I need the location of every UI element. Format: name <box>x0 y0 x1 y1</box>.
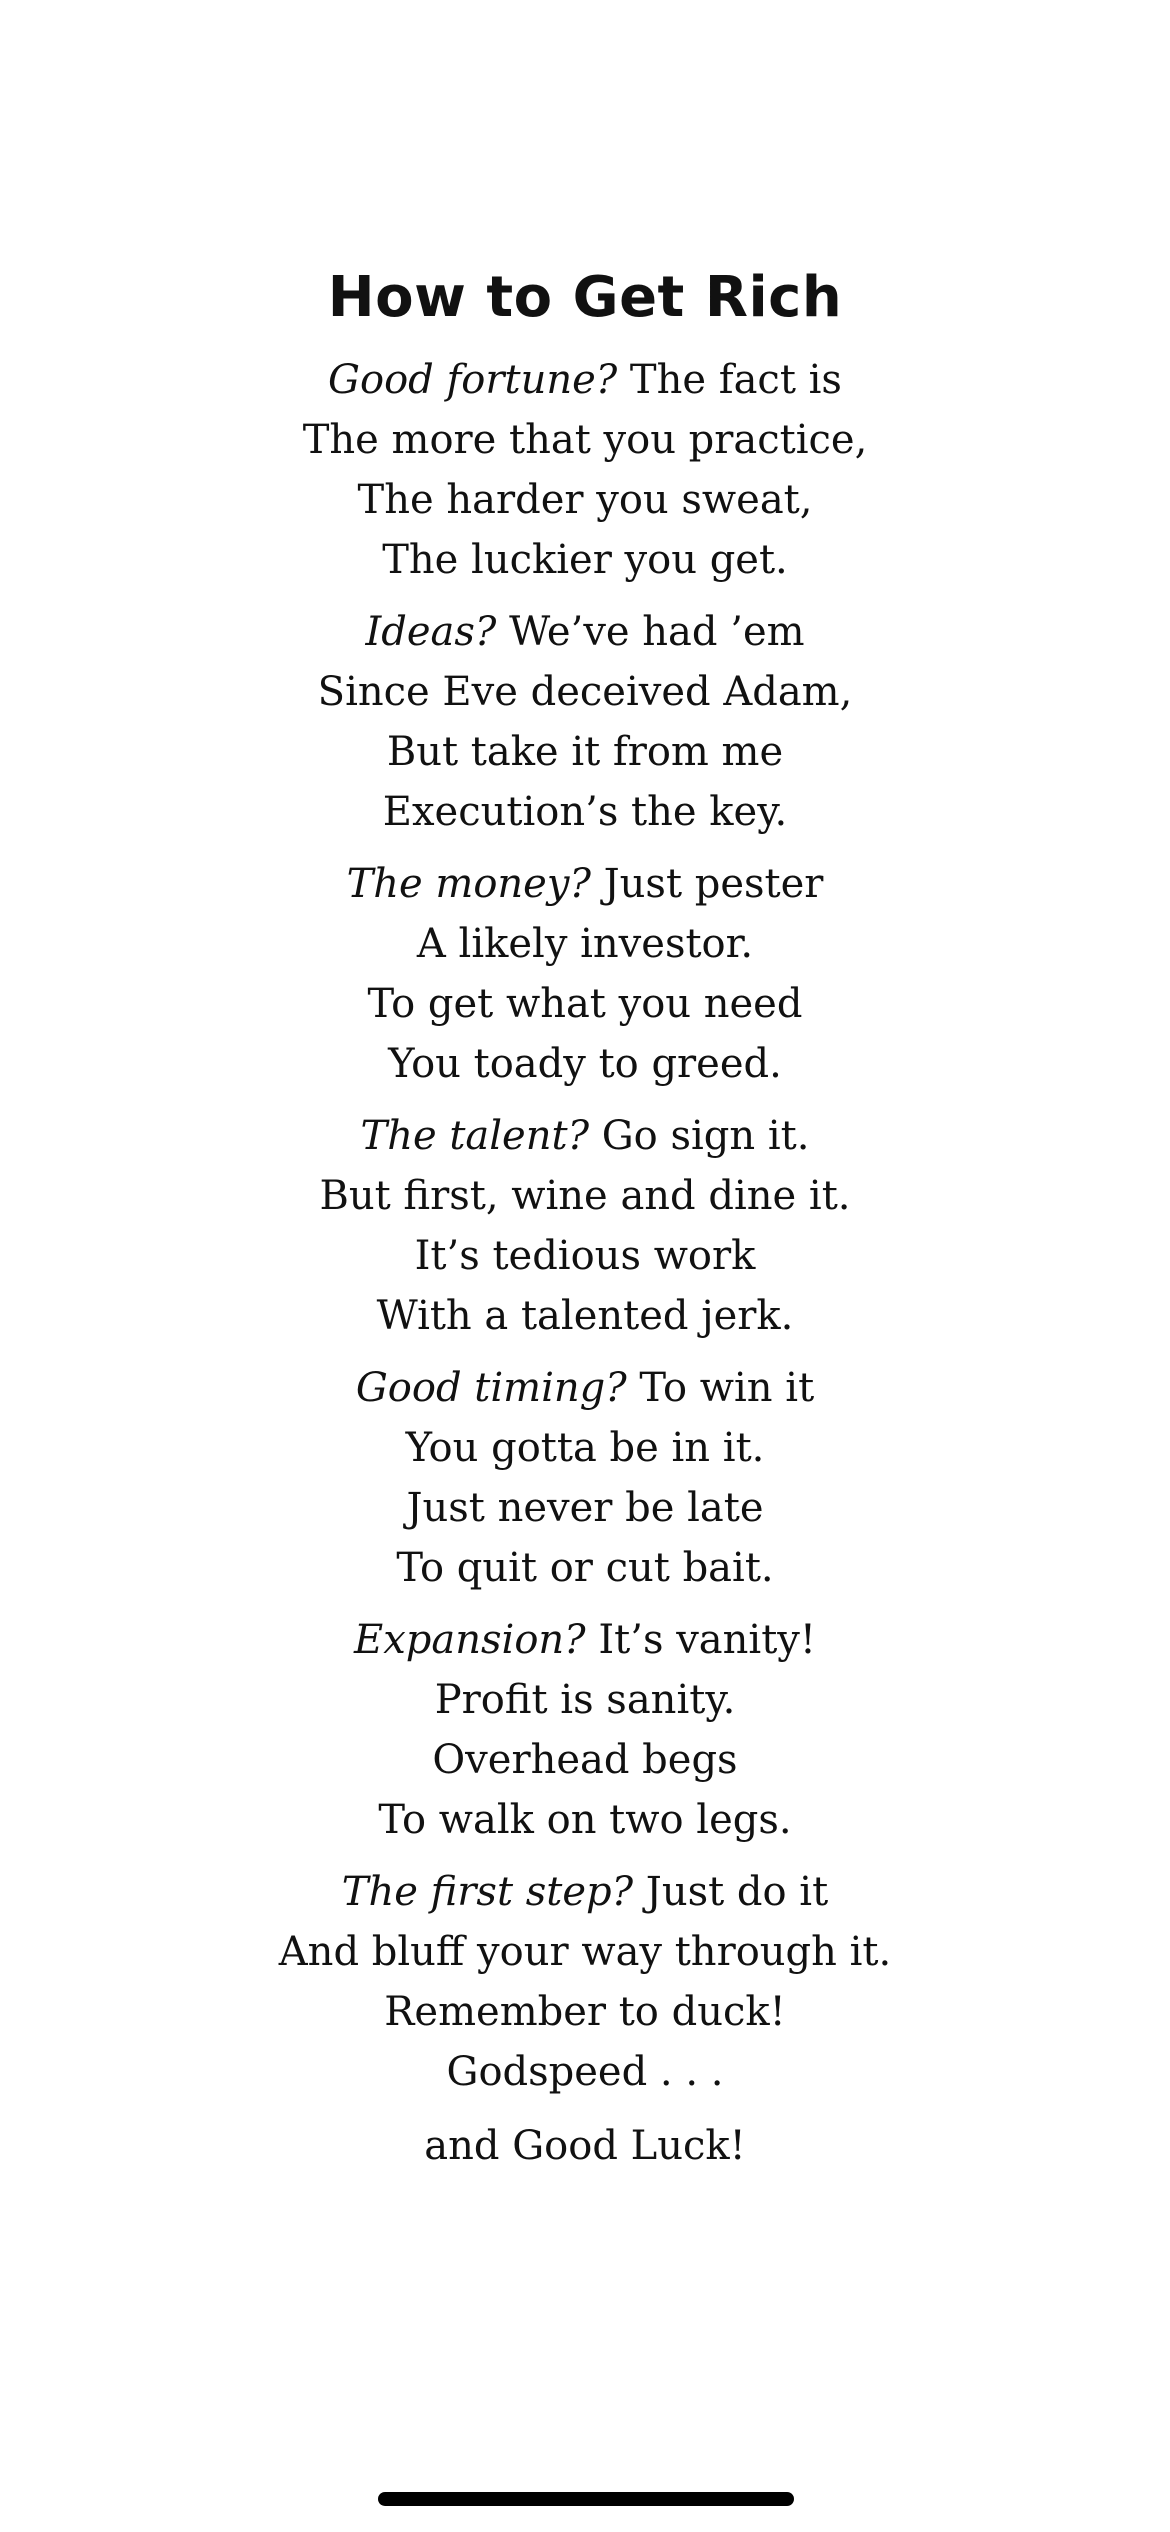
stanza-lead: Good fortune? <box>328 357 618 403</box>
stanza-first-line <box>0 1610 1170 1670</box>
poem-line: To quit or cut bait. <box>396 1545 774 1591</box>
poem-line: You toady to greed. <box>388 1041 782 1087</box>
poem-line: To get what you need <box>367 981 803 1027</box>
stanza-first-line <box>0 350 1170 410</box>
stanza-lead: Good timing? <box>355 1365 627 1411</box>
stanza-lead: The talent? <box>360 1113 590 1159</box>
poem-closing-line: and Good Luck! <box>424 2123 746 2169</box>
poem-title: How to Get Rich <box>327 265 843 330</box>
poem-line: But first, wine and dine it. <box>319 1173 851 1219</box>
poem-line: But take it from me <box>386 729 784 775</box>
stanza-3 <box>0 854 1170 1094</box>
stanza-first-line <box>0 602 1170 662</box>
poem-line: To walk on two legs. <box>378 1797 792 1843</box>
poem-line: And bluff your way through it. <box>278 1929 892 1975</box>
stanza-first-line-rest: Go sign it. <box>589 1113 810 1159</box>
poem-line: The luckier you get. <box>382 537 788 583</box>
stanza-lead: Ideas? <box>365 609 497 655</box>
poem-line: Overhead begs <box>432 1737 738 1783</box>
stanza-6 <box>0 1610 1170 1850</box>
poem-line: Just never be late <box>406 1485 764 1531</box>
stanza-5 <box>0 1358 1170 1598</box>
stanza-first-line <box>0 1106 1170 1166</box>
stanza-first-line-rest: To win it <box>626 1365 815 1411</box>
stanza-first-line-rest: It’s vanity! <box>585 1617 816 1663</box>
stanza-lead: The first step? <box>341 1869 634 1915</box>
stanza-7 <box>0 1862 1170 2102</box>
stanza-first-line <box>0 854 1170 914</box>
poem-line: Profit is sanity. <box>434 1677 736 1723</box>
poem-body <box>0 350 1170 2176</box>
home-indicator[interactable] <box>378 2492 794 2506</box>
stanza-first-line <box>0 1358 1170 1418</box>
poem-line: The more that you practice, <box>302 417 868 463</box>
poem-line: Execution’s the key. <box>382 789 788 835</box>
poem-line: With a talented jerk. <box>376 1293 794 1339</box>
stanza-first-line-rest: We’ve had ’em <box>496 609 805 655</box>
stanza-first-line <box>0 1862 1170 1922</box>
poem-line: The harder you sweat, <box>357 477 813 523</box>
poem-line: It’s tedious work <box>414 1233 756 1279</box>
stanza-first-line-rest: Just pester <box>590 861 824 907</box>
poem-line: Godspeed . . . <box>446 2049 724 2095</box>
stanza-first-line-rest: Just do it <box>633 1869 829 1915</box>
stanza-2 <box>0 602 1170 842</box>
poem-line: Remember to duck! <box>384 1989 786 2035</box>
stanza-first-line-rest: The fact is <box>617 357 842 403</box>
stanza-1 <box>0 350 1170 590</box>
stanza-lead: The money? <box>346 861 591 907</box>
stanza-lead: Expansion? <box>354 1617 586 1663</box>
stanza-4 <box>0 1106 1170 1346</box>
poem-line: A likely investor. <box>416 921 754 967</box>
poem-line: Since Eve deceived Adam, <box>317 669 853 715</box>
poem-line: You gotta be in it. <box>405 1425 765 1471</box>
